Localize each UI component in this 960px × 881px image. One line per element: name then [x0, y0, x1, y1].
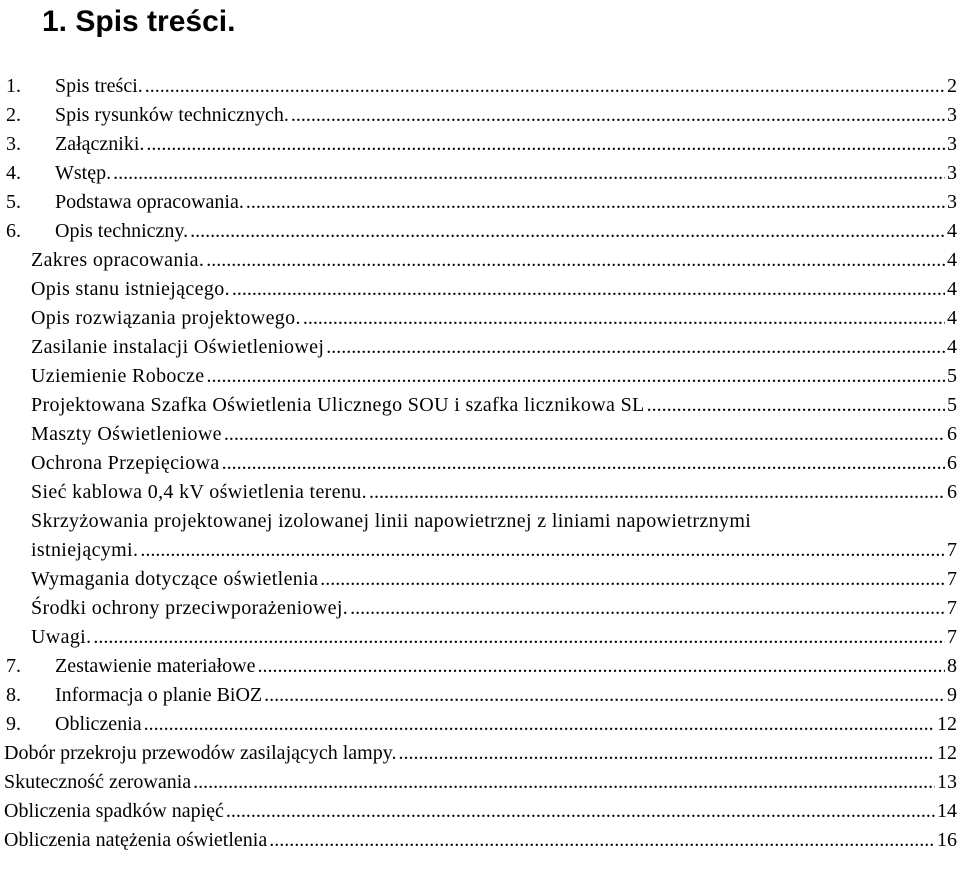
toc-entry[interactable]: [0, 217, 960, 246]
toc-page-number: 7: [947, 539, 957, 561]
toc-page-number: 3: [947, 191, 957, 213]
toc-entry[interactable]: [0, 159, 960, 188]
toc-entry-label: Obliczenia: [55, 713, 142, 735]
toc-dot-leader: [222, 420, 945, 449]
toc-page-number: 8: [947, 655, 957, 677]
toc-entry-label: Spis rysunków technicznych.: [55, 104, 289, 126]
toc-page-number: 3: [947, 133, 957, 155]
toc-entry[interactable]: [0, 130, 960, 159]
toc-dot-leader: [188, 217, 945, 246]
toc-page-number: 6: [947, 452, 957, 474]
toc-entry[interactable]: [0, 449, 960, 478]
toc-entry-label: Projektowana Szafka Oświetlenia Ulicznego SOU i szafka licznikowa SL: [31, 394, 645, 416]
toc-entry-label: Zasilanie instalacji Oświetleniowej: [31, 336, 325, 358]
toc-entry-number: 9.: [6, 713, 21, 735]
toc-entry[interactable]: [0, 362, 960, 391]
toc-entry[interactable]: [0, 681, 960, 710]
toc-entry-number: 1.: [6, 75, 21, 97]
toc-dot-leader: [289, 101, 945, 130]
toc-entry-label: Opis techniczny.: [55, 220, 189, 242]
toc-entry[interactable]: [0, 565, 960, 594]
toc-page-number: 12: [937, 742, 957, 764]
toc-dot-leader: [255, 652, 945, 681]
toc-entry-label: Skuteczność zerowania: [4, 771, 192, 793]
toc-entry[interactable]: [0, 72, 960, 101]
toc-page-number: 4: [947, 278, 957, 300]
toc-dot-leader: [143, 72, 945, 101]
toc-dot-leader: [244, 188, 945, 217]
toc-entry[interactable]: [0, 768, 960, 797]
toc-dot-leader: [262, 681, 945, 710]
toc-dot-leader: [645, 391, 945, 420]
toc-entry-number: 2.: [6, 104, 21, 126]
toc-entry[interactable]: [0, 420, 960, 449]
toc-entry-label: Skrzyżowania projektowanej izolowanej linii napowietrznej z liniami napowietrznymi: [31, 510, 752, 532]
toc-page-number: 9: [947, 684, 957, 706]
toc-dot-leader: [367, 478, 945, 507]
toc-entry-label: Obliczenia natężenia oświetlenia: [4, 829, 268, 851]
toc-entry-number: 8.: [6, 684, 21, 706]
toc-entry-label: Zakres opracowania.: [31, 249, 205, 271]
toc-entry-label: Środki ochrony przeciwporażeniowej.: [31, 597, 349, 619]
toc-entry[interactable]: [0, 304, 960, 333]
toc-page-number: 5: [947, 365, 957, 387]
toc-page-number: 2: [947, 75, 957, 97]
toc-page-number: 3: [947, 104, 957, 126]
toc-entry-label: Informacja o planie BiOZ: [55, 684, 263, 706]
toc-page-number: 7: [947, 597, 957, 619]
toc-entry-label: Maszty Oświetleniowe: [31, 423, 222, 445]
toc-entry[interactable]: [0, 652, 960, 681]
toc-entry-number: 7.: [6, 655, 21, 677]
toc-entry[interactable]: [0, 797, 960, 826]
toc-dot-leader: [230, 275, 945, 304]
toc-entry-label: Uwagi.: [31, 626, 92, 648]
toc-entry[interactable]: [0, 391, 960, 420]
toc-page-number: 4: [947, 336, 957, 358]
toc-entry-label: Opis rozwiązania projektowego.: [31, 307, 301, 329]
toc-entry[interactable]: [0, 246, 960, 275]
toc-page-number: 3: [947, 162, 957, 184]
toc-page-number: 14: [937, 800, 957, 822]
toc-entry-label: Ochrona Przepięciowa: [31, 452, 220, 474]
toc-page-number: 7: [947, 568, 957, 590]
toc-entry[interactable]: [0, 101, 960, 130]
toc-dot-leader: [142, 710, 935, 739]
toc-entry-label: Dobór przekroju przewodów zasilających lampy.: [4, 742, 397, 764]
toc-page-number: 16: [937, 829, 957, 851]
toc-dot-leader: [144, 130, 945, 159]
toc-page-number: 4: [947, 249, 957, 271]
toc-page-number: 4: [947, 307, 957, 329]
toc-page-number: 6: [947, 481, 957, 503]
toc-entry-number: 6.: [6, 220, 21, 242]
toc-entry-label: istniejącymi.: [31, 539, 139, 561]
toc-dot-leader: [220, 449, 945, 478]
toc-entry-label: Obliczenia spadków napięć: [4, 800, 224, 822]
toc-page-number: 5: [947, 394, 957, 416]
toc-dot-leader: [91, 623, 945, 652]
toc-dot-leader: [204, 246, 945, 275]
toc-entry[interactable]: [0, 826, 960, 855]
toc-dot-leader: [324, 333, 945, 362]
toc-page-number: 13: [937, 771, 957, 793]
page-title: 1. Spis treści.: [42, 5, 236, 38]
toc-entry[interactable]: [0, 478, 960, 507]
toc-entry[interactable]: [0, 739, 960, 768]
toc-entry-label: Uziemienie Robocze: [31, 365, 205, 387]
toc-page-number: 7: [947, 626, 957, 648]
toc-dot-leader: [224, 797, 935, 826]
toc-entry-label: Zestawienie materiałowe: [55, 655, 256, 677]
toc-entry[interactable]: [0, 188, 960, 217]
toc-entry[interactable]: [0, 333, 960, 362]
toc-dot-leader: [138, 536, 945, 565]
toc-entry[interactable]: [0, 507, 960, 565]
toc-dot-leader: [191, 768, 935, 797]
toc-entry-label: Spis treści.: [55, 75, 143, 97]
toc-entry-number: 4.: [6, 162, 21, 184]
toc-dot-leader: [396, 739, 935, 768]
toc-dot-leader: [111, 159, 945, 188]
toc-entry[interactable]: [0, 710, 960, 739]
toc-dot-leader: [348, 594, 945, 623]
toc-dot-leader: [204, 362, 945, 391]
toc-dot-leader: [267, 826, 935, 855]
toc-entry-number: 5.: [6, 191, 21, 213]
toc-entry-label: Wstęp.: [55, 162, 112, 184]
toc-entry[interactable]: [0, 623, 960, 652]
toc-page-number: 6: [947, 423, 957, 445]
toc-page-number: 12: [937, 713, 957, 735]
toc-entry[interactable]: [0, 594, 960, 623]
toc-entry-label: Sieć kablowa 0,4 kV oświetlenia terenu.: [31, 481, 367, 503]
toc-entry-label: Załączniki.: [55, 133, 145, 155]
toc-dot-leader: [301, 304, 945, 333]
toc-entry[interactable]: [0, 275, 960, 304]
toc-dot-leader: [318, 565, 945, 594]
toc-page-number: 4: [947, 220, 957, 242]
toc-entry-label: Podstawa opracowania.: [55, 191, 244, 213]
toc-entry-label: Wymagania dotyczące oświetlenia: [31, 568, 319, 590]
toc-entry-number: 3.: [6, 133, 21, 155]
toc-entry-label: Opis stanu istniejącego.: [31, 278, 230, 300]
